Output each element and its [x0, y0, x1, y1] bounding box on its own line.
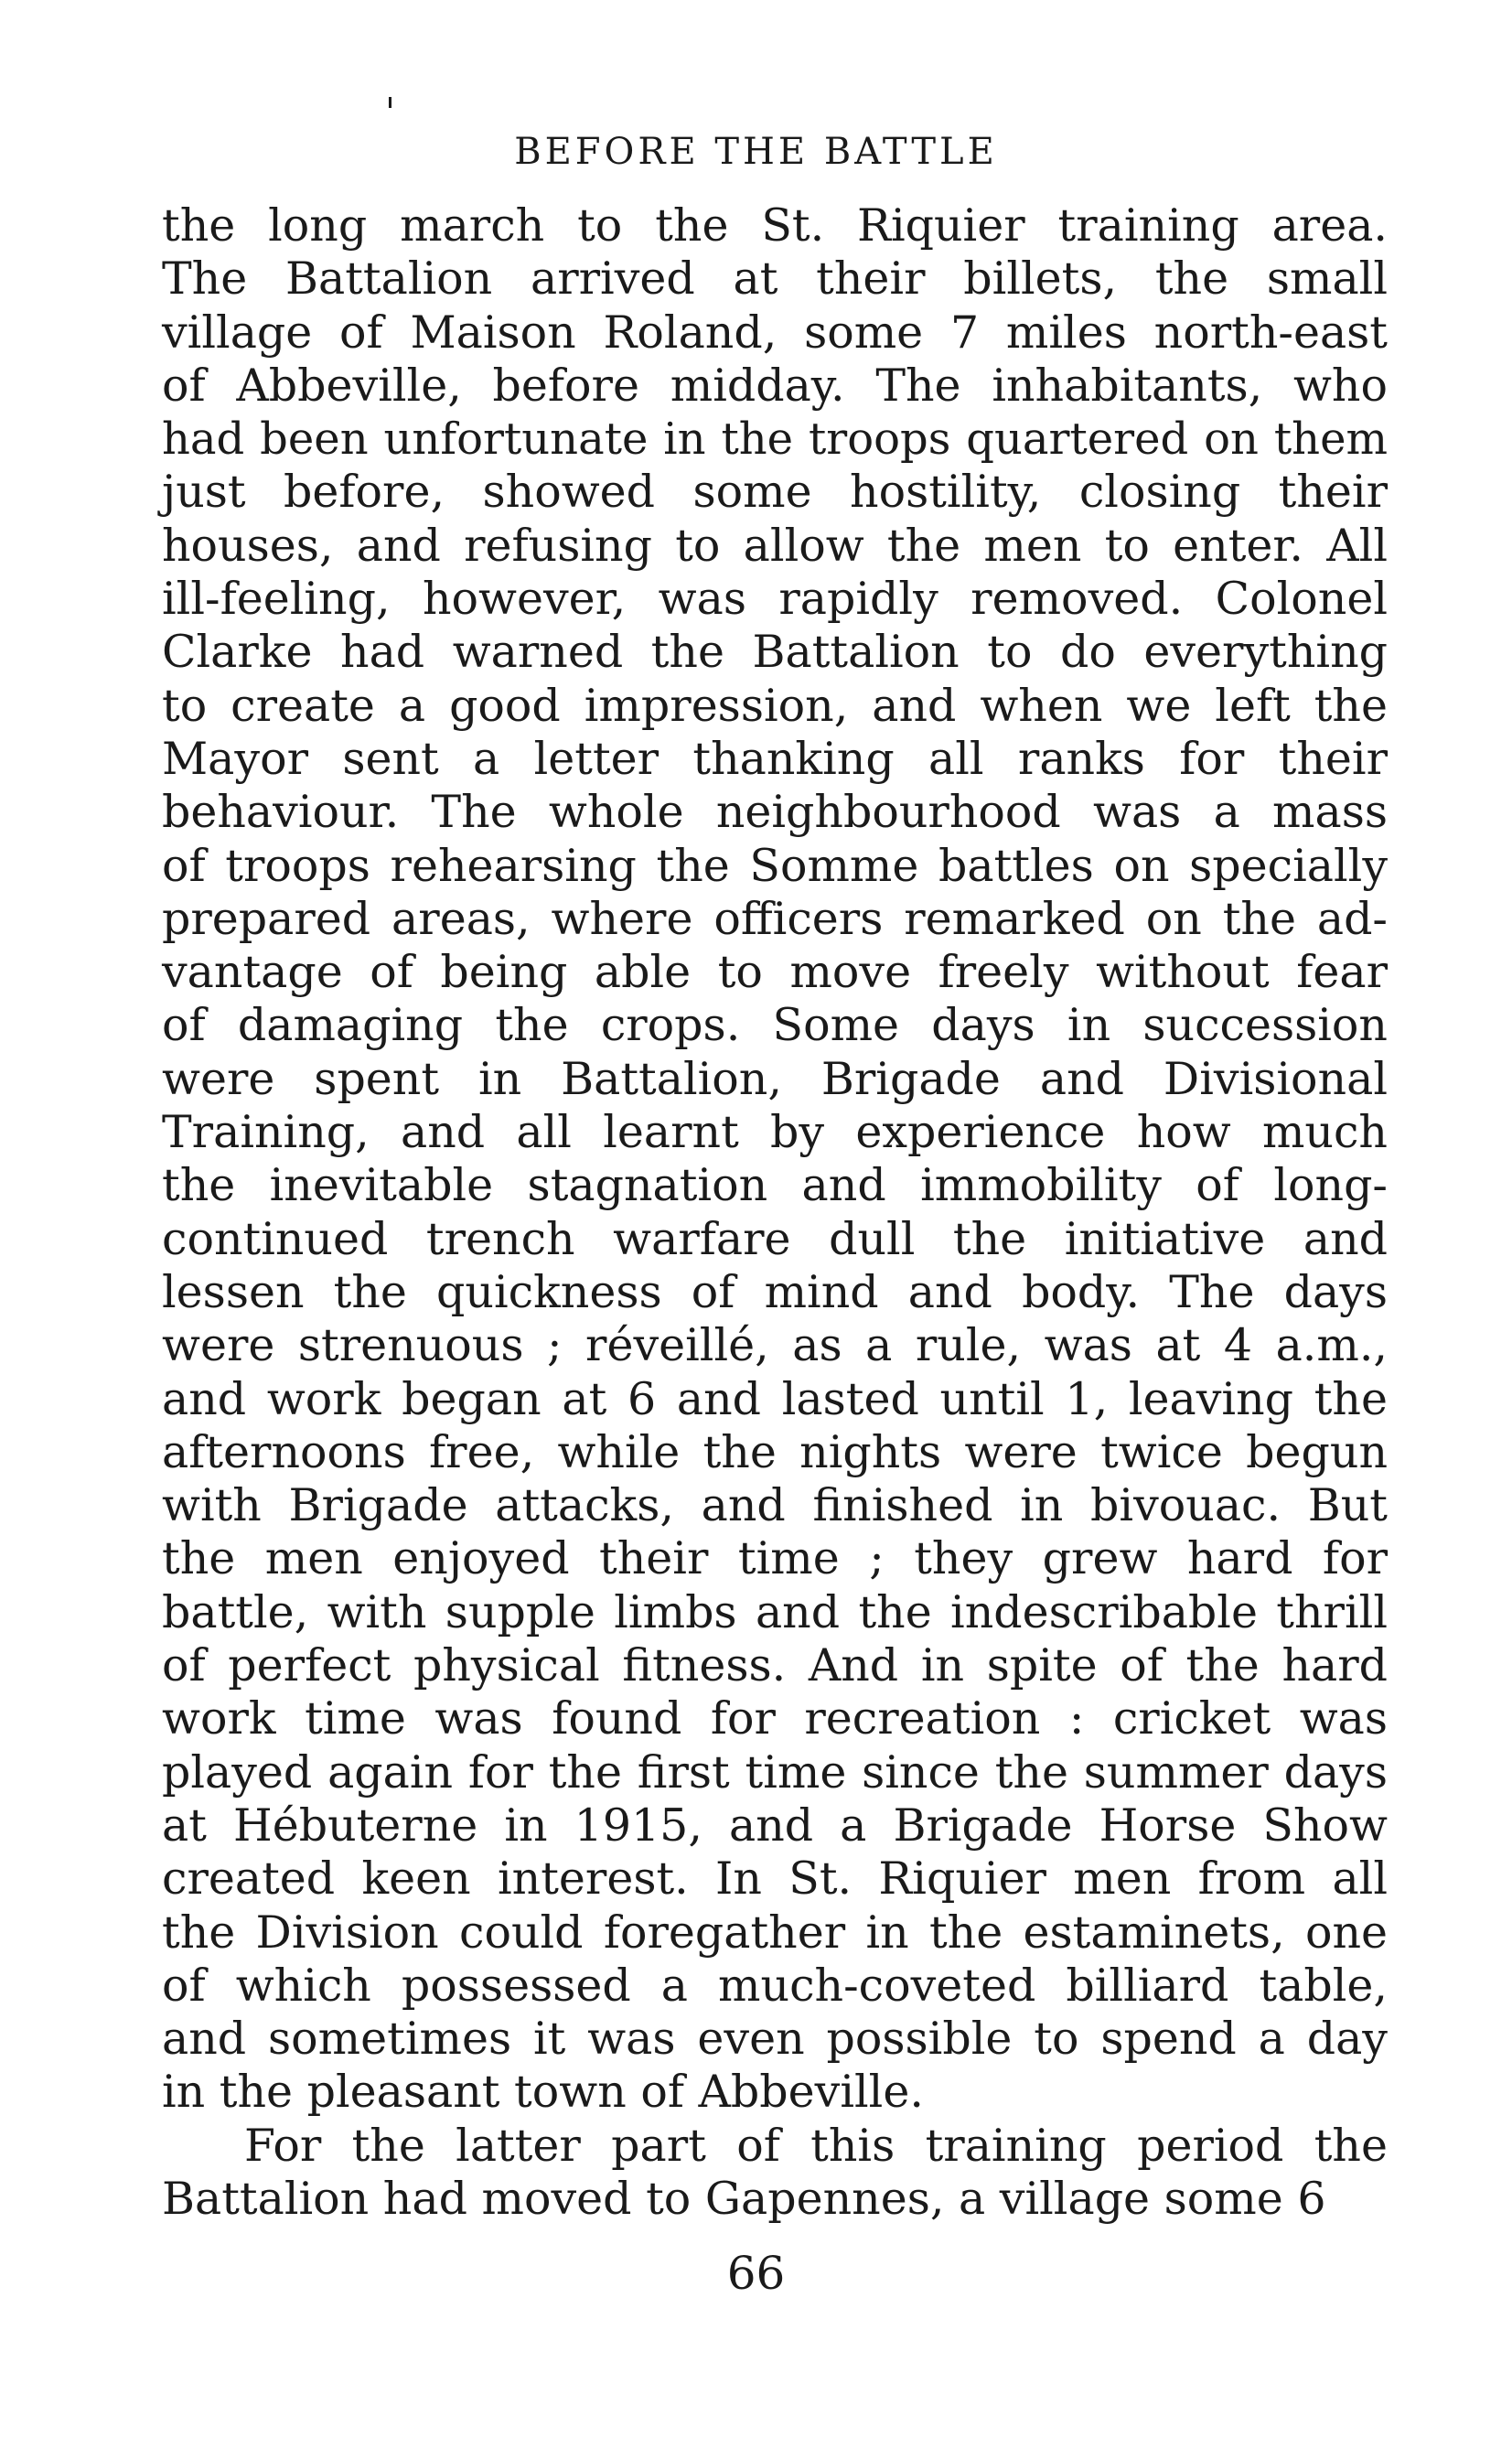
- text-line: the men enjoyed their time ; they grew hard for: [162, 1532, 1388, 1585]
- text-line: Training, and all learnt by experience how much: [162, 1106, 1388, 1159]
- text-line: with Brigade attacks, and finished in bivouac. But: [162, 1479, 1388, 1532]
- printer-mark: [389, 97, 391, 108]
- text-line: the Division could foregather in the estaminets, one: [162, 1906, 1388, 1959]
- text-line: the long march to the St. Riquier training area.: [162, 199, 1388, 252]
- text-line: of troops rehearsing the Somme battles on specially: [162, 839, 1388, 892]
- text-line: Mayor sent a letter thanking all ranks for their: [162, 732, 1388, 785]
- text-line: had been unfortunate in the troops quartered on them: [162, 413, 1388, 466]
- text-line: The Battalion arrived at their billets, the small: [162, 252, 1388, 306]
- text-line: work time was found for recreation : cricket was: [162, 1692, 1388, 1745]
- text-line: were spent in Battalion, Brigade and Divisional: [162, 1052, 1388, 1105]
- page-number: 66: [726, 2247, 786, 2300]
- text-line: houses, and refusing to allow the men to enter. All: [162, 519, 1388, 572]
- text-line: behaviour. The whole neighbourhood was a mass: [162, 786, 1388, 839]
- text-line: just before, showed some hostility, closing their: [162, 466, 1388, 519]
- text-line: Battalion had moved to Gapennes, a village some 6: [162, 2172, 1326, 2225]
- text-line: the inevitable stagnation and immobility of long-: [162, 1159, 1388, 1212]
- text-line: were strenuous ; réveillé, as a rule, was at 4 a.m.,: [162, 1319, 1388, 1372]
- text-line: battle, with supple limbs and the indescribable thrill: [162, 1585, 1388, 1638]
- text-line: at Hébuterne in 1915, and a Brigade Horse Show: [162, 1799, 1388, 1852]
- text-line: created keen interest. In St. Riquier men from all: [162, 1852, 1388, 1906]
- paragraph-end-line: in the pleasant town of Abbeville.: [162, 2066, 924, 2119]
- text-line: village of Maison Roland, some 7 miles north-east: [162, 306, 1388, 359]
- running-head: BEFORE THE BATTLE: [514, 131, 998, 173]
- text-line: and work began at 6 and lasted until 1, leaving the: [162, 1372, 1388, 1425]
- text-line: vantage of being able to move freely without fear: [162, 946, 1388, 999]
- text-line: afternoons free, while the nights were twice begun: [162, 1425, 1388, 1478]
- text-line: ill-feeling, however, was rapidly removed. Colonel: [162, 573, 1388, 626]
- text-line: of Abbeville, before midday. The inhabitants, who: [162, 359, 1388, 412]
- text-line: Clarke had warned the Battalion to do everything: [162, 626, 1388, 679]
- text-line: to create a good impression, and when we left the: [162, 679, 1388, 732]
- text-line: of which possessed a much-coveted billiard table,: [162, 1959, 1388, 2012]
- text-line: continued trench warfare dull the initiative and: [162, 1212, 1388, 1265]
- paragraph-start-line: For the latter part of this training period the: [244, 2119, 1388, 2172]
- text-line: played again for the first time since the summer days: [162, 1745, 1388, 1799]
- text-line: prepared areas, where officers remarked on the ad-: [162, 892, 1388, 945]
- text-line: of perfect physical fitness. And in spite of the hard: [162, 1639, 1388, 1692]
- text-line: of damaging the crops. Some days in succession: [162, 999, 1388, 1052]
- text-line: lessen the quickness of mind and body. The days: [162, 1265, 1388, 1318]
- body-text: [162, 199, 1388, 2226]
- text-line: and sometimes it was even possible to spend a day: [162, 2013, 1388, 2066]
